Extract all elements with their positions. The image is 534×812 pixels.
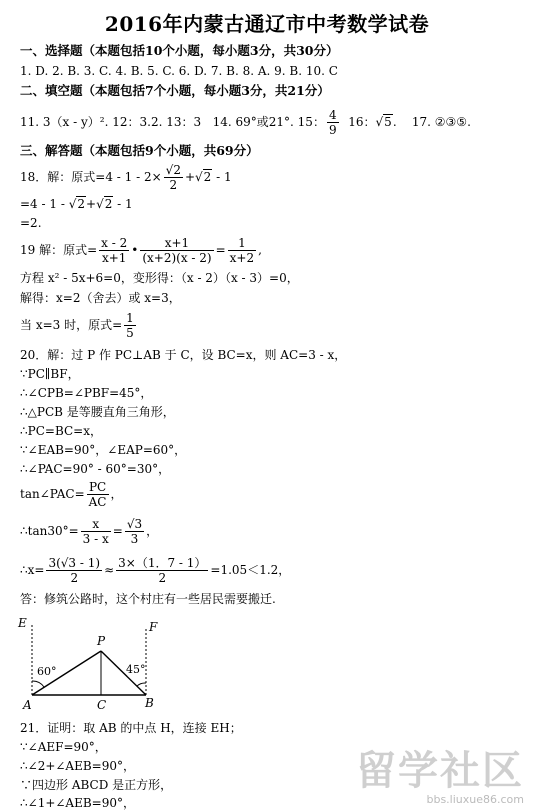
angle-arc-b <box>137 683 146 686</box>
label-a: A <box>23 698 32 709</box>
angle-arc-a <box>32 681 44 687</box>
q21-line-2: ∵∠AEF=90°， <box>20 740 107 754</box>
fraction-numerator: 4 <box>328 108 337 122</box>
fraction-denominator: 5 <box>126 326 134 340</box>
fraction-denominator: 2 <box>169 178 178 192</box>
fraction-numerator: √3 <box>126 517 143 531</box>
q18-line-2 <box>20 196 133 212</box>
q20-answer: 答：修筑公路时，这个村庄有一些居民需要搬迁. <box>20 592 276 606</box>
answer-16-label: 16： <box>348 115 376 129</box>
q20-line-9 <box>20 515 158 547</box>
fraction-numerator: √2 <box>165 163 181 177</box>
fraction-denominator: (x+2)(x - 2) <box>142 251 212 265</box>
label-c: C <box>97 698 107 709</box>
fraction-denominator: 3 <box>130 532 139 546</box>
q21-line-5: ∴∠1+∠AEB=90°， <box>20 796 136 810</box>
radicand: 2 <box>173 163 181 177</box>
q19-line-3: 解得：x=2（舍去）或 x=3， <box>20 291 181 305</box>
q18-sqrt: √2 <box>68 197 85 211</box>
watermark-brand: 留学社区 <box>356 748 524 794</box>
q20-line-10 <box>20 554 290 586</box>
q20-x-fraction-2 <box>116 556 208 585</box>
q20-line-3: ∴∠CPB=∠PBF=45°， <box>20 386 153 400</box>
q20-line-4: ∴△PCB 是等腰直角三角形， <box>20 405 175 419</box>
fraction-denominator: 3 - x <box>82 532 109 546</box>
q19-line-4 <box>20 310 138 340</box>
q19-comma: , <box>258 243 262 257</box>
q20-tan-text: tan∠PAC= <box>20 487 85 501</box>
fraction-numerator: 3(√3 - 1) <box>48 556 101 570</box>
fraction-denominator: 2 <box>158 571 167 585</box>
section-heading-choice: 一、选择题（本题包括10个小题，每小题3分，共30分） <box>20 43 339 58</box>
q20-line-6: ∵∠EAB=90°，∠EAP=60°， <box>20 443 187 457</box>
q20-line-5: ∴PC=BC=x， <box>20 424 102 438</box>
q18-line2-text: =4 - 1 - <box>20 197 69 211</box>
answer-17: 17. ②③⑤. <box>411 115 471 129</box>
answer-14: 14. 69°或21°. <box>212 115 294 129</box>
q19-line-1 <box>20 235 262 265</box>
answer-15-label: 15： <box>297 115 325 129</box>
q18-text: 18．解：原式=4 - 1 - 2× <box>20 170 162 184</box>
q20-approx: ≈ <box>104 563 115 577</box>
q20-comma: ， <box>146 524 159 538</box>
q18-line2-end: - 1 <box>113 197 133 211</box>
fraction-numerator: x <box>81 517 111 532</box>
q20-line-7: ∴∠PAC=90° - 60°=30°， <box>20 462 171 476</box>
q19-multiply-dot: • <box>131 243 139 257</box>
q20-x-fraction-1 <box>46 556 102 585</box>
q20-x-text: ∴x= <box>20 563 45 577</box>
section-heading-fill: 二、填空题（本题包括7个小题，每小题3分，共21分） <box>20 83 330 98</box>
label-f: F <box>149 620 158 634</box>
q18-line-3: =2. <box>20 216 42 230</box>
q20-line-2: ∵PC∥BF， <box>20 367 80 381</box>
answer-15-fraction <box>327 108 339 137</box>
q19-fraction-3 <box>228 236 256 265</box>
section-heading-solve: 三、解答题（本题包括9个小题，共69分） <box>20 143 259 158</box>
label-p: P <box>97 634 106 648</box>
label-e: E <box>18 617 27 630</box>
fraction-numerator: 1 <box>126 311 134 325</box>
q20-line-1: 20．解：过 P 作 PC⊥AB 于 C，设 BC=x，则 AC=3 - x， <box>20 348 347 362</box>
document-title: 2016年内蒙古通辽市中考数学试卷 <box>104 12 430 36</box>
answer-16-sqrt: √5 <box>375 115 392 129</box>
fraction-denominator: 9 <box>328 123 337 137</box>
fraction-denominator: 2 <box>70 571 79 585</box>
q18-sqrt: √2 <box>96 197 113 211</box>
q20-tan30-fraction-1 <box>81 517 111 546</box>
q20-result: =1.05＜1.2， <box>210 563 291 577</box>
q18-fraction <box>164 163 183 192</box>
fill-answers: 11. 3（x - y）². 12：3.2. 13：3 14. 69°或21°. 15： $\frac{4}{9}$ 16：√5. 17. ②③⑤. <box>20 108 471 137</box>
q20-line-8 <box>20 478 123 510</box>
q21-line-3: ∴∠2+∠AEB=90°， <box>20 759 136 773</box>
fraction-denominator: x+1 <box>101 251 127 265</box>
answer-13: 13：3 <box>166 115 202 129</box>
q19-fraction-1 <box>99 236 129 265</box>
q18-line-1 <box>20 162 232 192</box>
fraction-numerator: PC <box>87 480 109 495</box>
q19-equals: = <box>215 243 226 257</box>
q18-text-end: - 1 <box>212 170 232 184</box>
q21-line-1: 21．证明：取 AB 的中点 H，连接 EH； <box>20 721 242 735</box>
radicand: 2 <box>104 197 113 211</box>
fraction-numerator: 3×（1．7 - 1） <box>118 556 207 570</box>
q20-equals: = <box>112 524 123 538</box>
fraction-denominator: AC <box>88 495 107 509</box>
q19-fraction-2 <box>140 236 213 265</box>
fraction-numerator: x - 2 <box>101 236 128 250</box>
radicand: 2 <box>77 197 85 211</box>
radicand: 3 <box>134 517 143 531</box>
q20-comma: ， <box>110 487 123 501</box>
fraction-numerator: x+1 <box>140 236 213 251</box>
radicand: 2 <box>203 170 212 184</box>
geometry-diagram <box>15 617 165 709</box>
fraction-denominator: x+2 <box>229 251 255 265</box>
label-b: B <box>145 696 154 709</box>
watermark-url: bbs.liuxue86.com <box>426 793 524 806</box>
fraction-numerator: 1 <box>228 236 256 251</box>
angle-label-60: 60° <box>37 665 57 678</box>
q19-line-2: 方程 x² - 5x+6=0，变形得：（x - 2）（x - 3）=0， <box>20 271 299 285</box>
radicand: 5 <box>384 115 392 129</box>
watermark <box>356 749 524 806</box>
q18-plus: + <box>86 197 97 211</box>
angle-label-45: 45° <box>126 663 146 676</box>
q18-plus: + <box>184 170 196 184</box>
q20-tan30-fraction-2 <box>125 517 144 546</box>
q20-tan30-text: ∴tan30°= <box>20 524 79 538</box>
q18-sqrt: √2 <box>195 170 212 184</box>
q19-result-fraction <box>124 311 136 340</box>
q21-line-4: ∵四边形 ABCD 是正方形， <box>20 778 173 792</box>
q19-line4-text: 当 x=3 时，原式= <box>20 318 123 332</box>
answer-11: 11. 3（x - y）². <box>20 115 109 129</box>
q19-text: 19 解：原式= <box>20 243 98 257</box>
choice-answers: 1. D. 2. B. 3. C. 4. B. 5. C. 6. D. 7. B. 8. A. 9. B. 10. C <box>20 64 338 78</box>
q20-tan-fraction <box>87 480 109 509</box>
answer-12: 12：3.2. <box>112 115 163 129</box>
